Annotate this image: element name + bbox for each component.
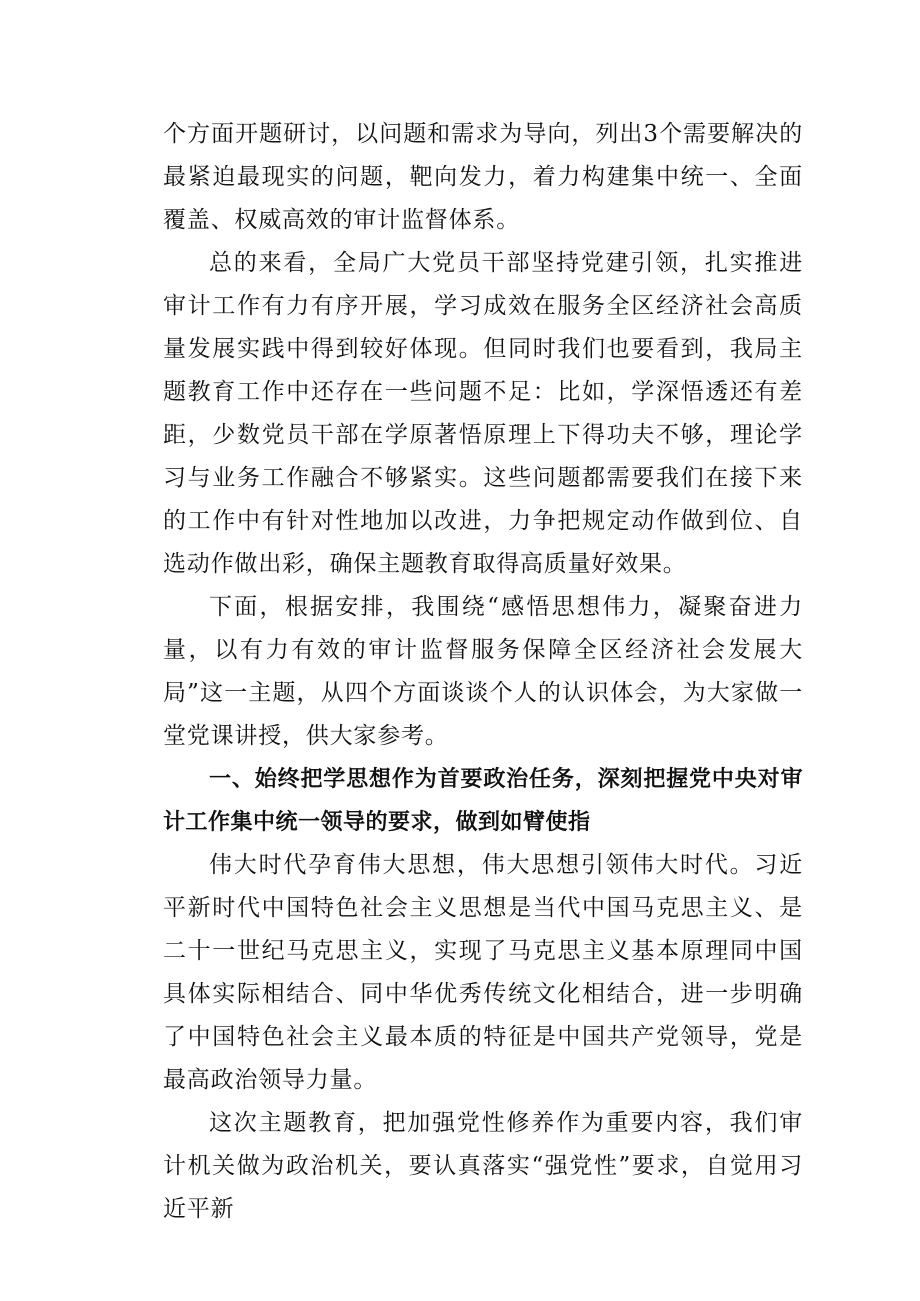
paragraph-summary: 总的来看，全局广大党员干部坚持党建引领，扎实推进审计工作有力有序开展，学习成效在服务全区经济社会高质量发展实践中得到较好体现。但同时我们也要看到，我局主题教育工作中还存在一些问题不足：比如，学深悟透还有差距，少数党员干部在学原著悟原理上下得功夫不够，理论学习与业务工作融合不够紧实。这些问题都需要我们在接下来的工作中有针对性地加以改进，力争把规定动作做到位、自选动作做出彩，确保主题教育取得高质量好效果。 <box>163 250 803 577</box>
paragraph-thought: 伟大时代孕育伟大思想，伟大思想引领伟大时代。习近平新时代中国特色社会主义思想是当代中国马克思主义、是二十一世纪马克思主义，实现了马克思主义基本原理同中国具体实际相结合、同中华优秀传统文化相结合，进一步明确了中国特色社会主义最本质的特征是中国共产党领导，党是最高政治领导力量。 <box>163 852 803 1093</box>
document-body <box>163 113 803 1231</box>
paragraph-continuation: 个方面开题研讨，以问题和需求为导向，列出3个需要解决的最紧迫最现实的问题，靶向发力，着力构建集中统一、全面覆盖、权威高效的审计监督体系。 <box>163 121 803 233</box>
section-heading-1: 一、始终把学思想作为首要政治任务，深刻把握党中央对审计工作集中统一领导的要求，做到如臂使指 <box>163 767 803 835</box>
paragraph-theme-education: 这次主题教育，把加强党性修养作为重要内容，我们审计机关做为政治机关，要认真落实“强党性”要求，自觉用习近平新 <box>163 1110 803 1222</box>
paragraph-introduction: 下面，根据安排，我围绕“感悟思想伟力，凝聚奋进力量，以有力有效的审计监督服务保障全区经济社会发展大局”这一主题，从四个方面谈谈个人的认识体会，为大家做一堂党课讲授，供大家参考。 <box>163 594 803 749</box>
